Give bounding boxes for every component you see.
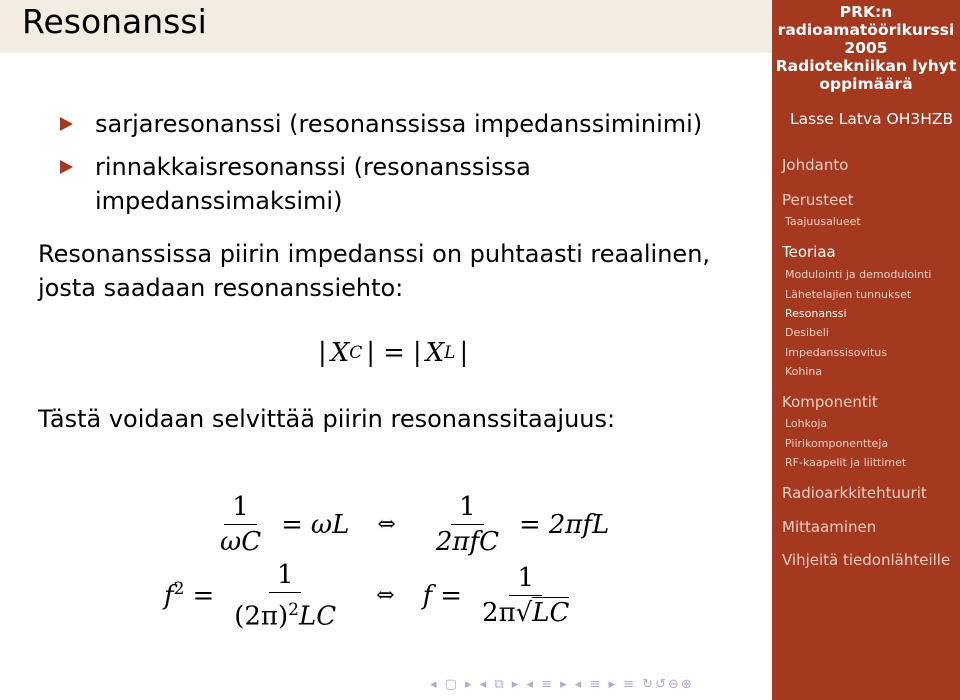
sidebar-item-taajuusalueet[interactable]: Taajuusalueet — [785, 215, 861, 228]
slide-title: Resonanssi — [22, 2, 207, 41]
xc-subscript: C — [349, 343, 363, 363]
iff-symbol: ⇔ — [376, 583, 395, 609]
sidebar-item-rf-kaapelit[interactable]: RF-kaapelit ja liittimet — [785, 456, 907, 469]
sidebar-item-modulointi[interactable]: Modulointi ja demodulointi — [785, 268, 932, 281]
navigation-symbols[interactable]: ◂ ▢ ▸ ◂ ⧉ ▸ ◂ ≡ ▸ ◂ ≡ ▸ ≡ ↻↺⊖⊕ — [430, 677, 694, 692]
fraction-1-over-omega-c: $\frac{1}{\omega C}$ — [220, 492, 262, 557]
sidebar-item-lohkoja[interactable]: Lohkoja — [785, 417, 828, 430]
xl-symbol: X — [425, 338, 445, 368]
bullet-triangle-icon — [60, 117, 73, 131]
xl-subscript: L — [444, 343, 456, 363]
equation-reactance-equality: $\frac{1}{\omega C}$ = ωL ⇔ $\frac{1}{\text{2πfC}}$ = 2πfL — [208, 492, 609, 557]
resonance-condition-equation: | X C | = | X L | — [318, 338, 469, 368]
iff-symbol: ⇔ — [377, 512, 396, 537]
sidebar-item-lahetelajien-tunnukset[interactable]: Lähetelajien tunnukset — [785, 288, 912, 301]
fraction-1-over-2pi-f-c: $\frac{1}{\text{2πfC}}$ — [435, 492, 499, 557]
paragraph-resonance-frequency: Tästä voidaan selvittää piirin resonanssitaajuus: — [38, 405, 616, 433]
fraction-1-over-2pi-sqrt-lc: $\frac{1}{2\pi√LC}$ — [482, 563, 570, 629]
sqrt-symbol: √ — [515, 598, 533, 629]
sidebar-section-komponentit[interactable]: Komponentit — [782, 393, 878, 411]
bullet-item — [60, 107, 720, 141]
fraction-1-over-2pi-squared-lc: $\frac{1}{(2\pi)^2LC}$ — [234, 560, 337, 632]
bullet-item — [60, 150, 720, 218]
equation-resonance-frequency: f $^2$ = $\frac{1}{(2\pi)^2LC}$ ⇔ f = $\frac{1}{2\pi√LC}$ — [164, 560, 581, 632]
sidebar-item-impedanssisovitus[interactable]: Impedanssisovitus — [785, 346, 887, 359]
sidebar-item-resonanssi[interactable]: Resonanssi — [785, 307, 847, 320]
sidebar-course-title: PRK:n radioamatöörikurssi 2005 Radiotekniikan lyhyt oppimäärä — [775, 3, 957, 93]
bullet-triangle-icon — [60, 160, 73, 174]
sidebar-author: Lasse Latva OH3HZB — [790, 110, 954, 128]
sidebar-section-radioarkkitehtuurit[interactable]: Radioarkkitehtuurit — [782, 484, 927, 502]
sidebar-section-johdanto[interactable]: Johdanto — [782, 156, 849, 174]
sidebar-item-piirikomponentteja[interactable]: Piirikomponentteja — [785, 437, 889, 450]
sidebar-section-vihjeita[interactable]: Vihjeitä tiedonlähteille — [782, 551, 951, 569]
sidebar-section-mittaaminen[interactable]: Mittaaminen — [782, 518, 877, 536]
sidebar-section-perusteet[interactable]: Perusteet — [782, 191, 854, 209]
sidebar-section-teoriaa[interactable]: Teoriaa — [782, 243, 836, 261]
equals-sign: = — [383, 338, 405, 368]
f-symbol: f — [164, 580, 174, 611]
paragraph-resonance-condition: Resonanssissa piirin impedanssi on puhtaasti reaalinen, josta saadaan resonanssiehto: — [38, 240, 711, 302]
sidebar-item-kohina[interactable]: Kohina — [785, 365, 823, 378]
bullet-text: sarjaresonanssi (resonanssissa impedanssiminimi) — [95, 110, 703, 138]
sidebar — [772, 0, 960, 700]
title-bar — [0, 0, 772, 53]
bullet-text: rinnakkaisresonanssi (resonanssissa impedanssimaksimi) — [95, 153, 531, 215]
xc-symbol: X — [330, 338, 350, 368]
sidebar-item-desibeli[interactable]: Desibeli — [785, 326, 829, 339]
